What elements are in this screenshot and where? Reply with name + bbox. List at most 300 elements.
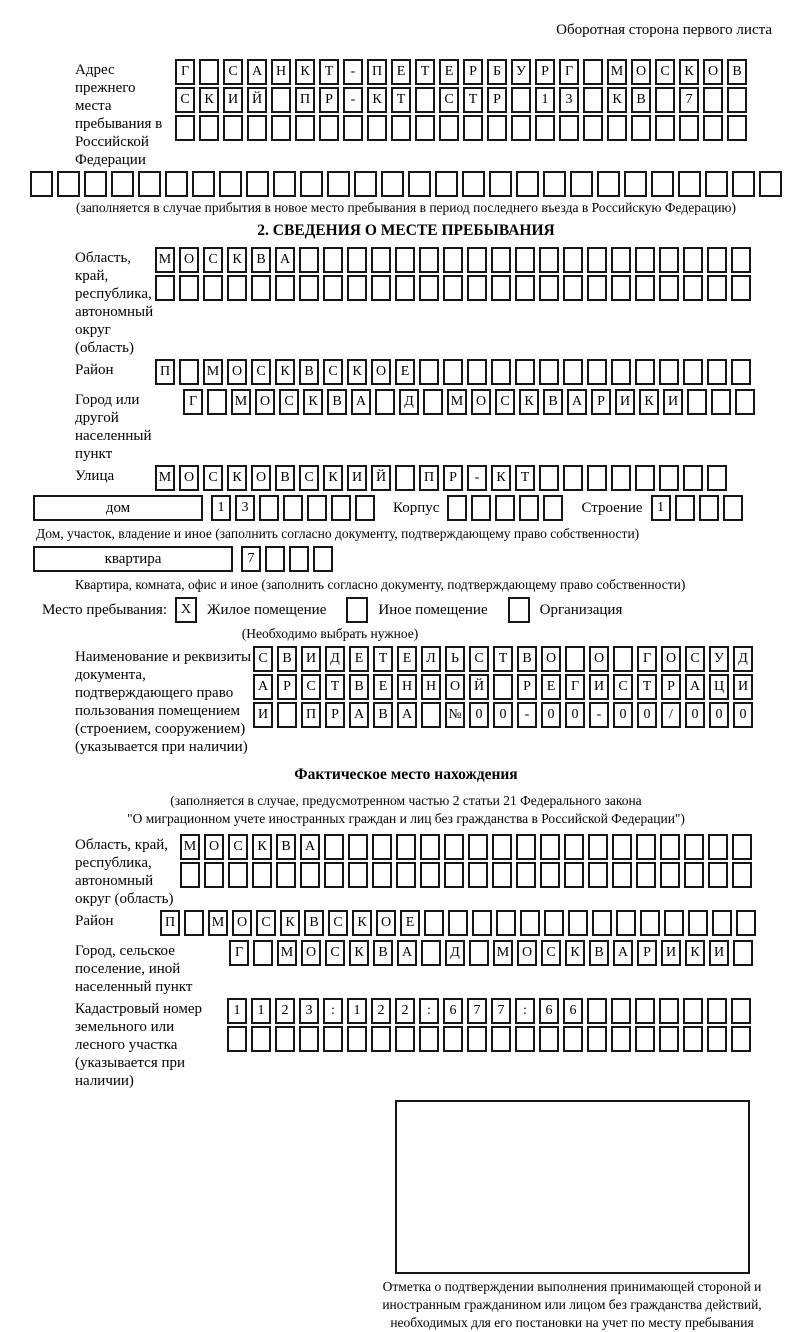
char-cell[interactable] — [444, 862, 464, 888]
char-cell[interactable]: И — [223, 87, 243, 113]
char-cell[interactable] — [659, 465, 679, 491]
char-cell[interactable]: Р — [319, 87, 339, 113]
char-cell[interactable]: 0 — [709, 702, 729, 728]
char-cell[interactable]: В — [727, 59, 747, 85]
char-cell[interactable] — [447, 495, 467, 521]
char-cell[interactable] — [252, 862, 272, 888]
char-cell[interactable] — [391, 115, 411, 141]
char-cell[interactable]: 0 — [565, 702, 585, 728]
char-cell[interactable] — [736, 910, 756, 936]
char-cell[interactable] — [543, 495, 563, 521]
char-cell[interactable]: А — [567, 389, 587, 415]
char-cell[interactable] — [699, 495, 719, 521]
char-cell[interactable] — [467, 1026, 487, 1052]
char-cell[interactable] — [655, 87, 675, 113]
char-cell[interactable] — [731, 998, 751, 1024]
char-cell[interactable]: 0 — [541, 702, 561, 728]
char-cell[interactable]: У — [511, 59, 531, 85]
char-cell[interactable]: О — [232, 910, 252, 936]
char-cell[interactable]: 6 — [539, 998, 559, 1024]
char-cell[interactable] — [511, 115, 531, 141]
char-cell[interactable] — [323, 1026, 343, 1052]
char-cell[interactable] — [544, 910, 564, 936]
char-cell[interactable] — [372, 834, 392, 860]
char-cell[interactable]: : — [419, 998, 439, 1024]
char-cell[interactable]: Т — [515, 465, 535, 491]
checkbox-residential[interactable]: X — [175, 597, 197, 623]
char-cell[interactable] — [587, 465, 607, 491]
char-cell[interactable]: 1 — [251, 998, 271, 1024]
char-cell[interactable] — [420, 834, 440, 860]
char-cell[interactable]: - — [517, 702, 537, 728]
char-cell[interactable]: К — [280, 910, 300, 936]
char-cell[interactable] — [564, 834, 584, 860]
char-cell[interactable] — [463, 115, 483, 141]
char-cell[interactable] — [192, 171, 215, 197]
char-cell[interactable]: Д — [399, 389, 419, 415]
char-cell[interactable]: К — [679, 59, 699, 85]
char-cell[interactable] — [443, 247, 463, 273]
char-cell[interactable] — [588, 834, 608, 860]
char-cell[interactable] — [732, 862, 752, 888]
char-cell[interactable]: 3 — [235, 495, 255, 521]
char-cell[interactable] — [443, 275, 463, 301]
char-cell[interactable] — [419, 1026, 439, 1052]
char-cell[interactable]: К — [347, 359, 367, 385]
char-cell[interactable]: О — [589, 646, 609, 672]
char-cell[interactable]: В — [373, 702, 393, 728]
char-cell[interactable]: О — [703, 59, 723, 85]
char-cell[interactable]: Р — [487, 87, 507, 113]
char-cell[interactable]: 1 — [211, 495, 231, 521]
char-cell[interactable] — [395, 1026, 415, 1052]
char-cell[interactable] — [659, 247, 679, 273]
char-cell[interactable] — [247, 115, 267, 141]
char-cell[interactable] — [419, 359, 439, 385]
char-cell[interactable]: 7 — [241, 546, 261, 572]
char-cell[interactable]: Е — [373, 674, 393, 700]
char-cell[interactable]: А — [349, 702, 369, 728]
char-cell[interactable] — [199, 59, 219, 85]
char-cell[interactable]: К — [519, 389, 539, 415]
char-cell[interactable] — [444, 834, 464, 860]
char-cell[interactable]: / — [661, 702, 681, 728]
char-cell[interactable]: 0 — [685, 702, 705, 728]
char-cell[interactable] — [687, 389, 707, 415]
char-cell[interactable] — [707, 465, 727, 491]
char-cell[interactable] — [227, 275, 247, 301]
char-cell[interactable]: В — [251, 247, 271, 273]
char-cell[interactable] — [492, 834, 512, 860]
char-cell[interactable] — [683, 359, 703, 385]
char-cell[interactable] — [371, 1026, 391, 1052]
house-box[interactable]: дом — [33, 495, 203, 521]
char-cell[interactable] — [587, 998, 607, 1024]
char-cell[interactable] — [659, 998, 679, 1024]
char-cell[interactable] — [408, 171, 431, 197]
char-cell[interactable] — [491, 359, 511, 385]
char-cell[interactable] — [708, 862, 728, 888]
char-cell[interactable] — [540, 862, 560, 888]
char-cell[interactable]: 0 — [469, 702, 489, 728]
char-cell[interactable] — [348, 862, 368, 888]
char-cell[interactable] — [612, 862, 632, 888]
char-cell[interactable] — [30, 171, 53, 197]
char-cell[interactable]: Е — [400, 910, 420, 936]
char-cell[interactable]: М — [180, 834, 200, 860]
char-cell[interactable] — [520, 910, 540, 936]
char-cell[interactable] — [559, 115, 579, 141]
char-cell[interactable]: 2 — [275, 998, 295, 1024]
char-cell[interactable]: Р — [661, 674, 681, 700]
char-cell[interactable]: П — [301, 702, 321, 728]
char-cell[interactable] — [467, 247, 487, 273]
char-cell[interactable] — [539, 275, 559, 301]
char-cell[interactable] — [421, 940, 441, 966]
char-cell[interactable]: Р — [325, 702, 345, 728]
char-cell[interactable]: О — [371, 359, 391, 385]
char-cell[interactable] — [570, 171, 593, 197]
char-cell[interactable]: П — [367, 59, 387, 85]
char-cell[interactable] — [467, 275, 487, 301]
char-cell[interactable] — [684, 834, 704, 860]
char-cell[interactable] — [283, 495, 303, 521]
char-cell[interactable] — [587, 275, 607, 301]
char-cell[interactable] — [165, 171, 188, 197]
char-cell[interactable]: 1 — [347, 998, 367, 1024]
char-cell[interactable] — [563, 465, 583, 491]
char-cell[interactable] — [635, 465, 655, 491]
char-cell[interactable] — [684, 862, 704, 888]
char-cell[interactable]: О — [204, 834, 224, 860]
char-cell[interactable]: И — [733, 674, 753, 700]
char-cell[interactable]: Н — [271, 59, 291, 85]
char-cell[interactable] — [299, 1026, 319, 1052]
char-cell[interactable]: М — [607, 59, 627, 85]
char-cell[interactable] — [443, 1026, 463, 1052]
char-cell[interactable] — [396, 862, 416, 888]
char-cell[interactable] — [265, 546, 285, 572]
char-cell[interactable]: Т — [319, 59, 339, 85]
char-cell[interactable] — [419, 275, 439, 301]
char-cell[interactable] — [300, 862, 320, 888]
char-cell[interactable] — [664, 910, 684, 936]
char-cell[interactable] — [469, 940, 489, 966]
char-cell[interactable] — [138, 171, 161, 197]
char-cell[interactable]: Г — [175, 59, 195, 85]
char-cell[interactable] — [678, 171, 701, 197]
char-cell[interactable]: О — [251, 465, 271, 491]
char-cell[interactable] — [683, 275, 703, 301]
char-cell[interactable]: И — [615, 389, 635, 415]
char-cell[interactable] — [708, 834, 728, 860]
char-cell[interactable]: С — [325, 940, 345, 966]
char-cell[interactable]: К — [491, 465, 511, 491]
char-cell[interactable] — [611, 247, 631, 273]
checkbox-other-premises[interactable] — [346, 597, 368, 623]
char-cell[interactable] — [588, 862, 608, 888]
char-cell[interactable] — [707, 359, 727, 385]
char-cell[interactable]: Ц — [709, 674, 729, 700]
char-cell[interactable]: 7 — [679, 87, 699, 113]
char-cell[interactable] — [611, 359, 631, 385]
char-cell[interactable]: Р — [463, 59, 483, 85]
char-cell[interactable]: Л — [421, 646, 441, 672]
char-cell[interactable] — [324, 834, 344, 860]
char-cell[interactable] — [395, 465, 415, 491]
char-cell[interactable] — [307, 495, 327, 521]
char-cell[interactable] — [516, 834, 536, 860]
char-cell[interactable]: С — [253, 646, 273, 672]
char-cell[interactable]: К — [349, 940, 369, 966]
char-cell[interactable] — [246, 171, 269, 197]
char-cell[interactable]: Д — [325, 646, 345, 672]
char-cell[interactable] — [707, 1026, 727, 1052]
char-cell[interactable] — [683, 247, 703, 273]
char-cell[interactable]: О — [179, 465, 199, 491]
char-cell[interactable] — [439, 115, 459, 141]
char-cell[interactable]: И — [709, 940, 729, 966]
char-cell[interactable]: Г — [229, 940, 249, 966]
char-cell[interactable]: С — [613, 674, 633, 700]
char-cell[interactable]: М — [231, 389, 251, 415]
char-cell[interactable] — [111, 171, 134, 197]
char-cell[interactable] — [372, 862, 392, 888]
char-cell[interactable]: С — [301, 674, 321, 700]
char-cell[interactable]: И — [253, 702, 273, 728]
char-cell[interactable]: 3 — [559, 87, 579, 113]
char-cell[interactable]: В — [276, 834, 296, 860]
char-cell[interactable]: - — [589, 702, 609, 728]
char-cell[interactable] — [323, 275, 343, 301]
char-cell[interactable]: В — [373, 940, 393, 966]
char-cell[interactable] — [732, 171, 755, 197]
char-cell[interactable]: 1 — [651, 495, 671, 521]
char-cell[interactable]: С — [469, 646, 489, 672]
char-cell[interactable] — [539, 247, 559, 273]
char-cell[interactable]: Т — [493, 646, 513, 672]
char-cell[interactable]: Т — [391, 87, 411, 113]
char-cell[interactable] — [371, 275, 391, 301]
char-cell[interactable]: Й — [371, 465, 391, 491]
char-cell[interactable]: К — [199, 87, 219, 113]
char-cell[interactable]: С — [203, 465, 223, 491]
char-cell[interactable]: А — [613, 940, 633, 966]
char-cell[interactable] — [731, 359, 751, 385]
char-cell[interactable] — [289, 546, 309, 572]
char-cell[interactable]: К — [227, 465, 247, 491]
char-cell[interactable]: М — [447, 389, 467, 415]
apartment-box[interactable]: квартира — [33, 546, 233, 572]
char-cell[interactable] — [703, 87, 723, 113]
char-cell[interactable]: К — [252, 834, 272, 860]
char-cell[interactable] — [636, 862, 656, 888]
char-cell[interactable] — [611, 1026, 631, 1052]
char-cell[interactable] — [707, 998, 727, 1024]
char-cell[interactable] — [371, 247, 391, 273]
char-cell[interactable] — [468, 834, 488, 860]
char-cell[interactable] — [251, 1026, 271, 1052]
char-cell[interactable] — [611, 465, 631, 491]
char-cell[interactable] — [275, 275, 295, 301]
char-cell[interactable] — [683, 998, 703, 1024]
char-cell[interactable] — [421, 702, 441, 728]
char-cell[interactable]: С — [655, 59, 675, 85]
char-cell[interactable] — [539, 359, 559, 385]
char-cell[interactable] — [515, 1026, 535, 1052]
char-cell[interactable]: П — [160, 910, 180, 936]
char-cell[interactable]: Т — [415, 59, 435, 85]
char-cell[interactable]: Т — [325, 674, 345, 700]
char-cell[interactable] — [540, 834, 560, 860]
char-cell[interactable] — [651, 171, 674, 197]
char-cell[interactable] — [679, 115, 699, 141]
char-cell[interactable] — [319, 115, 339, 141]
char-cell[interactable] — [565, 646, 585, 672]
char-cell[interactable]: С — [175, 87, 195, 113]
char-cell[interactable]: - — [343, 87, 363, 113]
char-cell[interactable]: В — [543, 389, 563, 415]
char-cell[interactable]: Н — [397, 674, 417, 700]
char-cell[interactable] — [259, 495, 279, 521]
char-cell[interactable] — [199, 115, 219, 141]
char-cell[interactable] — [635, 247, 655, 273]
char-cell[interactable]: Р — [637, 940, 657, 966]
char-cell[interactable] — [219, 171, 242, 197]
char-cell[interactable]: С — [228, 834, 248, 860]
char-cell[interactable]: К — [352, 910, 372, 936]
char-cell[interactable] — [731, 247, 751, 273]
char-cell[interactable]: И — [663, 389, 683, 415]
char-cell[interactable] — [624, 171, 647, 197]
char-cell[interactable]: О — [517, 940, 537, 966]
char-cell[interactable] — [419, 247, 439, 273]
char-cell[interactable]: С — [685, 646, 705, 672]
char-cell[interactable] — [592, 910, 612, 936]
char-cell[interactable] — [227, 1026, 247, 1052]
char-cell[interactable] — [420, 862, 440, 888]
char-cell[interactable] — [84, 171, 107, 197]
char-cell[interactable]: Е — [541, 674, 561, 700]
char-cell[interactable]: К — [565, 940, 585, 966]
char-cell[interactable] — [535, 115, 555, 141]
char-cell[interactable]: 2 — [371, 998, 391, 1024]
char-cell[interactable]: К — [607, 87, 627, 113]
char-cell[interactable]: К — [323, 465, 343, 491]
char-cell[interactable] — [611, 998, 631, 1024]
char-cell[interactable]: А — [253, 674, 273, 700]
char-cell[interactable] — [415, 115, 435, 141]
char-cell[interactable] — [487, 115, 507, 141]
char-cell[interactable]: М — [493, 940, 513, 966]
char-cell[interactable]: А — [247, 59, 267, 85]
char-cell[interactable]: И — [301, 646, 321, 672]
char-cell[interactable] — [733, 940, 753, 966]
char-cell[interactable] — [443, 359, 463, 385]
char-cell[interactable]: М — [155, 247, 175, 273]
char-cell[interactable] — [347, 247, 367, 273]
char-cell[interactable] — [612, 834, 632, 860]
char-cell[interactable]: 1 — [535, 87, 555, 113]
char-cell[interactable]: 2 — [395, 998, 415, 1024]
char-cell[interactable] — [275, 1026, 295, 1052]
char-cell[interactable]: Д — [733, 646, 753, 672]
char-cell[interactable]: О — [255, 389, 275, 415]
char-cell[interactable]: К — [639, 389, 659, 415]
char-cell[interactable] — [277, 702, 297, 728]
char-cell[interactable]: Е — [391, 59, 411, 85]
char-cell[interactable] — [707, 275, 727, 301]
char-cell[interactable]: Й — [247, 87, 267, 113]
char-cell[interactable] — [207, 389, 227, 415]
char-cell[interactable]: С — [203, 247, 223, 273]
char-cell[interactable] — [492, 862, 512, 888]
char-cell[interactable]: Т — [637, 674, 657, 700]
char-cell[interactable] — [516, 862, 536, 888]
char-cell[interactable]: Н — [421, 674, 441, 700]
char-cell[interactable] — [179, 359, 199, 385]
char-cell[interactable]: С — [251, 359, 271, 385]
char-cell[interactable] — [253, 940, 273, 966]
char-cell[interactable]: Г — [565, 674, 585, 700]
char-cell[interactable] — [395, 247, 415, 273]
char-cell[interactable] — [539, 1026, 559, 1052]
char-cell[interactable]: - — [467, 465, 487, 491]
char-cell[interactable] — [611, 275, 631, 301]
char-cell[interactable]: М — [277, 940, 297, 966]
char-cell[interactable]: К — [295, 59, 315, 85]
char-cell[interactable] — [327, 171, 350, 197]
char-cell[interactable] — [731, 1026, 751, 1052]
char-cell[interactable]: № — [445, 702, 465, 728]
char-cell[interactable]: Г — [559, 59, 579, 85]
char-cell[interactable]: В — [299, 359, 319, 385]
char-cell[interactable] — [636, 834, 656, 860]
char-cell[interactable] — [563, 359, 583, 385]
char-cell[interactable]: Е — [439, 59, 459, 85]
char-cell[interactable] — [299, 247, 319, 273]
char-cell[interactable] — [563, 247, 583, 273]
char-cell[interactable] — [251, 275, 271, 301]
char-cell[interactable]: О — [541, 646, 561, 672]
char-cell[interactable]: Р — [535, 59, 555, 85]
char-cell[interactable]: И — [589, 674, 609, 700]
char-cell[interactable] — [515, 275, 535, 301]
char-cell[interactable] — [180, 862, 200, 888]
char-cell[interactable]: П — [419, 465, 439, 491]
char-cell[interactable]: О — [445, 674, 465, 700]
char-cell[interactable]: 1 — [227, 998, 247, 1024]
char-cell[interactable] — [515, 247, 535, 273]
char-cell[interactable] — [660, 862, 680, 888]
char-cell[interactable]: И — [347, 465, 367, 491]
char-cell[interactable] — [731, 275, 751, 301]
char-cell[interactable]: У — [709, 646, 729, 672]
char-cell[interactable] — [607, 115, 627, 141]
char-cell[interactable]: С — [279, 389, 299, 415]
char-cell[interactable]: О — [376, 910, 396, 936]
char-cell[interactable]: С — [328, 910, 348, 936]
char-cell[interactable] — [659, 275, 679, 301]
char-cell[interactable] — [631, 115, 651, 141]
char-cell[interactable]: 3 — [299, 998, 319, 1024]
char-cell[interactable]: Й — [469, 674, 489, 700]
char-cell[interactable]: С — [223, 59, 243, 85]
char-cell[interactable] — [223, 115, 243, 141]
char-cell[interactable] — [583, 115, 603, 141]
char-cell[interactable] — [395, 275, 415, 301]
char-cell[interactable] — [491, 275, 511, 301]
